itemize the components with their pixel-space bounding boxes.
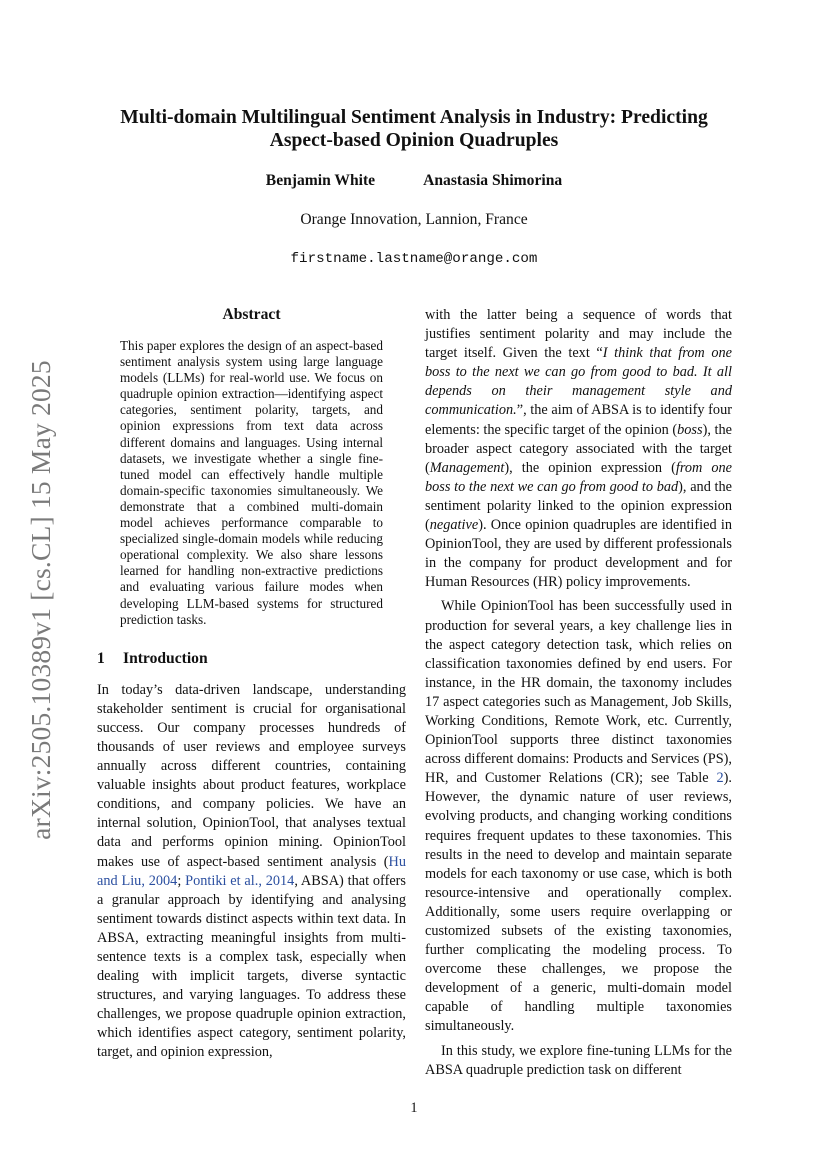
- author-list: [90, 172, 738, 190]
- paragraph-text: , ABSA) that offers a granular approach by identifying and analysing sentiment towards distinct aspects within text data. In ABSA, extracting meaningful insights from multi-sentence texts is a complex task, especially when dealing with implicit targets, diverse syntactic structures, and varying languages. To address these challenges, we propose quadruple opinion extraction, which identifies aspect category, sentiment polarity, target, and opinion expression,: [97, 872, 406, 1061]
- left-column: [97, 306, 406, 1063]
- example-opinion: from one boss to the next we can go from good to bad: [425, 459, 732, 495]
- example-quote: I think that from one boss to the next we can go from good to bad. It all depends on their management style and communication.: [425, 345, 732, 419]
- affiliation: Orange Innovation, Lannion, France: [300, 211, 528, 228]
- intro-paragraph: [425, 306, 732, 592]
- author-email: firstname.lastname@orange.com: [290, 251, 538, 267]
- page-number: 1: [410, 1100, 418, 1116]
- example-target: boss: [677, 421, 703, 438]
- paragraph-text: ), the broader aspect category associated with the target (: [425, 421, 732, 476]
- paragraph-text: ;: [177, 872, 186, 889]
- author-name: Anastasia Shimorina: [423, 172, 563, 189]
- author-name: Benjamin White: [265, 172, 376, 189]
- paper-title: Multi-domain Multilingual Sentiment Analysis in Industry: Predicting Aspect-based Opinion Quadruples: [120, 107, 708, 151]
- citation-link[interactable]: Pontiki et al., 2014: [185, 872, 295, 889]
- abstract-heading: Abstract: [222, 306, 281, 323]
- right-column: [425, 306, 732, 1080]
- section-heading-introduction: [97, 650, 406, 668]
- paragraph-text: In today’s data-driven landscape, understanding stakeholder sentiment is crucial for organisational success. Our company processes hundreds of thousands of user reviews and employee surveys annually across different countries, containing valuable insights about product features, workplace conditions, and company policies. We have an internal solution, OpinionTool, that analyses textual data and performs opinion mining. OpinionTool makes use of aspect-based sentiment analysis (: [97, 681, 406, 870]
- paragraph-text: with the latter being a sequence of words that justifies sentiment polarity and may include the target itself. Given the text “: [425, 307, 732, 362]
- intro-paragraph: [97, 681, 406, 1063]
- paragraph-text: ”, the aim of ABSA is to identify four elements: the specific target of the opinion (: [425, 402, 732, 438]
- paragraph-text: ). However, the dynamic nature of user reviews, evolving products, and changing working conditions requires frequent updates to these taxonomies. This results in the need to develop and maintain separate models for each taxonomy or use case, which is both resource-intensive and operationally complex. Additionally, some users require overlapping or customized subsets of the existing taxonomies, further complicating the modeling process. To overcome these challenges, we propose the development of a generic, multi-domain model capable of handling multiple taxonomies simultaneously.: [425, 770, 732, 1035]
- section-number: 1: [97, 649, 105, 667]
- paragraph-text: ). Once opinion quadruples are identified in OpinionTool, they are used by different professionals in the company for product development and for Human Resources (HR) policy improvements.: [425, 517, 732, 591]
- paragraph-text: ), the opinion expression (: [504, 459, 676, 476]
- intro-paragraph: [425, 597, 732, 1036]
- arxiv-stamp-text: arXiv:2505.10389v1 [cs.CL] 15 May 2025: [25, 360, 57, 840]
- paragraph-text: ), and the sentiment polarity linked to the opinion expression (: [425, 478, 732, 534]
- abstract-text: This paper explores the design of an aspect-based sentiment analysis system using large language models (LLMs) for real-world use. We focus on quadruple opinion extraction—identifying aspect categories, sentiment polarity, targets, and opinion expressions from text data across different domains and languages. Using internal datasets, we investigate whether a single fine-tuned model can effectively handle multiple domain-specific taxonomies simultaneously. We demonstrate that a combined multi-domain model achieves performance comparable to specialized single-domain models while reducing operational complexity. We also share lessons learned for handling non-extractive predictions and evaluating various failure modes when developing LLM-based systems for structured prediction tasks.: [120, 338, 383, 627]
- section-title: Introduction: [123, 649, 208, 667]
- citation-link[interactable]: Hu and Liu, 2004: [97, 853, 406, 889]
- example-category: Management: [429, 459, 505, 476]
- paragraph-text: While OpinionTool has been successfully used in production for several years, a key challenge lies in the aspect category detection task, which relies on classification taxonomies defined by end users. For instance, in the HR domain, the taxonomy includes 17 aspect categories such as Management, Job Skills, Working Conditions, Remote Work, etc. Currently, OpinionTool supports three distinct taxonomies across different domains: Products and Services (PS), HR, and Customer Relations (CR); see Table: [425, 598, 732, 787]
- arxiv-stamp: [24, 340, 58, 860]
- table-reference-link[interactable]: 2: [716, 770, 724, 787]
- intro-paragraph: In this study, we explore fine-tuning LLMs for the ABSA quadruple prediction task on different: [425, 1042, 732, 1078]
- example-polarity: negative: [429, 517, 479, 534]
